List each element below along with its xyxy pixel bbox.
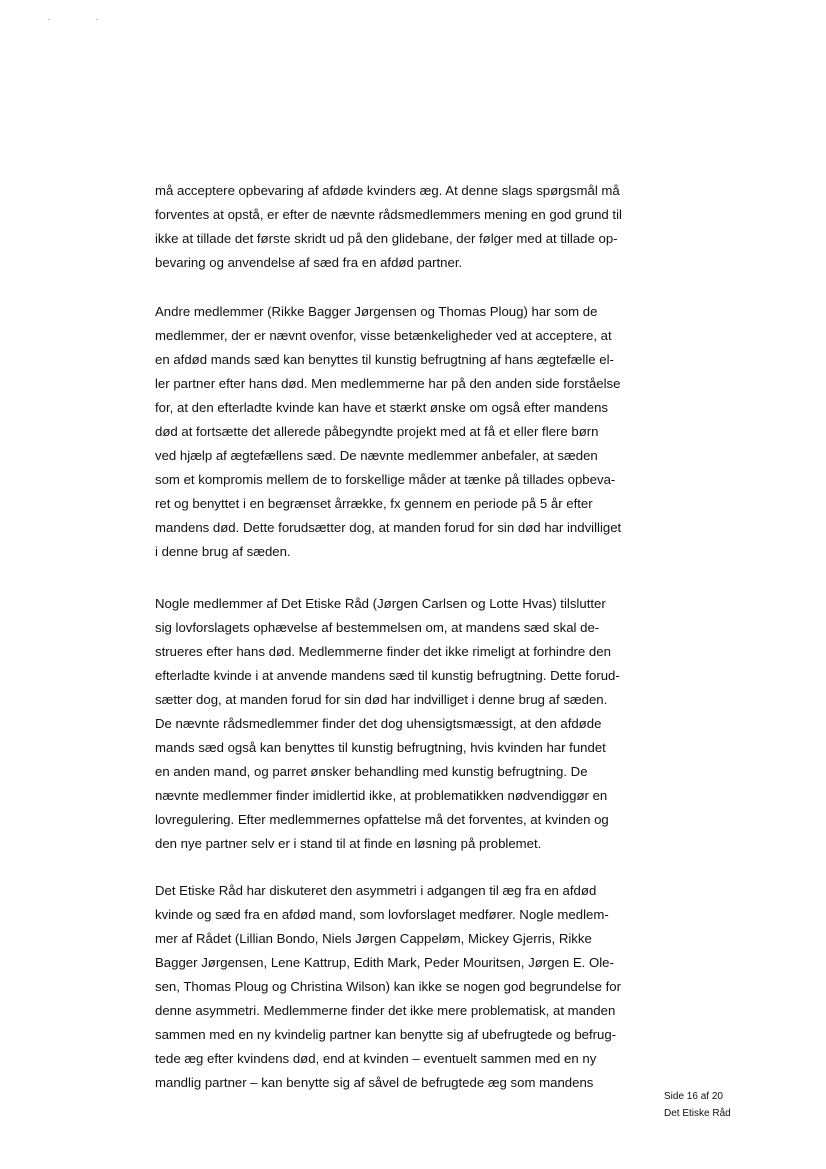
- text-line: mands sæd også kan benyttes til kunstig befrugtning, hvis kvinden har fundet: [155, 740, 606, 755]
- text-line: mandlig partner – kan benytte sig af såvel de befrugtede æg som mandens: [155, 1075, 594, 1090]
- body-paragraph: [155, 300, 675, 564]
- text-line: en afdød mands sæd kan benyttes til kunstig befrugtning af hans ægtefælle el-: [155, 352, 614, 367]
- text-line: ved hjælp af ægtefællens sæd. De nævnte medlemmer anbefaler, at sæden: [155, 448, 598, 463]
- text-line: forventes at opstå, er efter de nævnte rådsmedlemmers mening en god grund til: [155, 207, 622, 222]
- text-line: i denne brug af sæden.: [155, 544, 291, 559]
- text-line: denne asymmetri. Medlemmerne finder det ikke mere problematisk, at manden: [155, 1003, 616, 1018]
- text-line: Bagger Jørgensen, Lene Kattrup, Edith Mark, Peder Mouritsen, Jørgen E. Ole-: [155, 955, 614, 970]
- text-line: tede æg efter kvindens død, end at kvinden – eventuelt sammen med en ny: [155, 1051, 597, 1066]
- text-line: ikke at tillade det første skridt ud på den glidebane, der følger med at tillade op-: [155, 231, 618, 246]
- text-line: Det Etiske Råd har diskuteret den asymmetri i adgangen til æg fra en afdød: [155, 883, 597, 898]
- text-line: sig lovforslagets ophævelse af bestemmelsen om, at mandens sæd skal de-: [155, 620, 600, 635]
- page-footer: [664, 1088, 731, 1122]
- text-line: som et kompromis mellem de to forskellige måder at tænke på tillades opbeva-: [155, 472, 616, 487]
- text-line: ret og benyttet i en begrænset årrække, fx gennem en periode på 5 år efter: [155, 496, 593, 511]
- text-line: mer af Rådet (Lillian Bondo, Niels Jørgen Cappeløm, Mickey Gjerris, Rikke: [155, 931, 592, 946]
- body-paragraph: [155, 179, 675, 275]
- text-line: må acceptere opbevaring af afdøde kvinders æg. At denne slags spørgsmål må: [155, 183, 620, 198]
- text-line: Nogle medlemmer af Det Etiske Råd (Jørgen Carlsen og Lotte Hvas) tilslutter: [155, 596, 606, 611]
- body-paragraph: [155, 592, 675, 856]
- text-line: efterladte kvinde i at anvende mandens sæd til kunstig befrugtning. Dette forud-: [155, 668, 620, 683]
- text-line: den nye partner selv er i stand til at finde en løsning på problemet.: [155, 836, 542, 851]
- text-line: sætter dog, at manden forud for sin død har indvilliget i denne brug af sæden.: [155, 692, 608, 707]
- scan-speck: [96, 19, 98, 20]
- text-line: død at fortsætte det allerede påbegyndte projekt med at få et eller flere børn: [155, 424, 599, 439]
- organization-name: Det Etiske Råd: [664, 1108, 731, 1119]
- text-line: mandens død. Dette forudsætter dog, at manden forud for sin død har indvilliget: [155, 520, 622, 535]
- page-number: Side 16 af 20: [664, 1091, 723, 1102]
- text-line: lovregulering. Efter medlemmernes opfattelse må det forventes, at kvinden og: [155, 812, 609, 827]
- text-line: nævnte medlemmer finder imidlertid ikke, at problematikken nødvendiggør en: [155, 788, 608, 803]
- text-line: medlemmer, der er nævnt ovenfor, visse betænkeligheder ved at acceptere, at: [155, 328, 612, 343]
- text-line: for, at den efterladte kvinde kan have et stærkt ønske om også efter mandens: [155, 400, 609, 415]
- text-line: bevaring og anvendelse af sæd fra en afdød partner.: [155, 255, 463, 270]
- text-line: sen, Thomas Ploug og Christina Wilson) kan ikke se nogen god begrundelse for: [155, 979, 621, 994]
- text-line: Andre medlemmer (Rikke Bagger Jørgensen og Thomas Ploug) har som de: [155, 304, 598, 319]
- text-line: strueres efter hans død. Medlemmerne finder det ikke rimeligt at forhindre den: [155, 644, 611, 659]
- scan-speck: [48, 19, 50, 20]
- body-paragraph: [155, 879, 675, 1095]
- text-line: De nævnte rådsmedlemmer finder det dog uhensigtsmæssigt, at den afdøde: [155, 716, 602, 731]
- text-line: kvinde og sæd fra en afdød mand, som lovforslaget medfører. Nogle medlem-: [155, 907, 609, 922]
- text-line: ler partner efter hans død. Men medlemmerne har på den anden side forståelse: [155, 376, 621, 391]
- text-line: en anden mand, og parret ønsker behandling med kunstig befrugtning. De: [155, 764, 588, 779]
- text-line: sammen med en ny kvindelig partner kan benytte sig af ubefrugtede og befrug-: [155, 1027, 617, 1042]
